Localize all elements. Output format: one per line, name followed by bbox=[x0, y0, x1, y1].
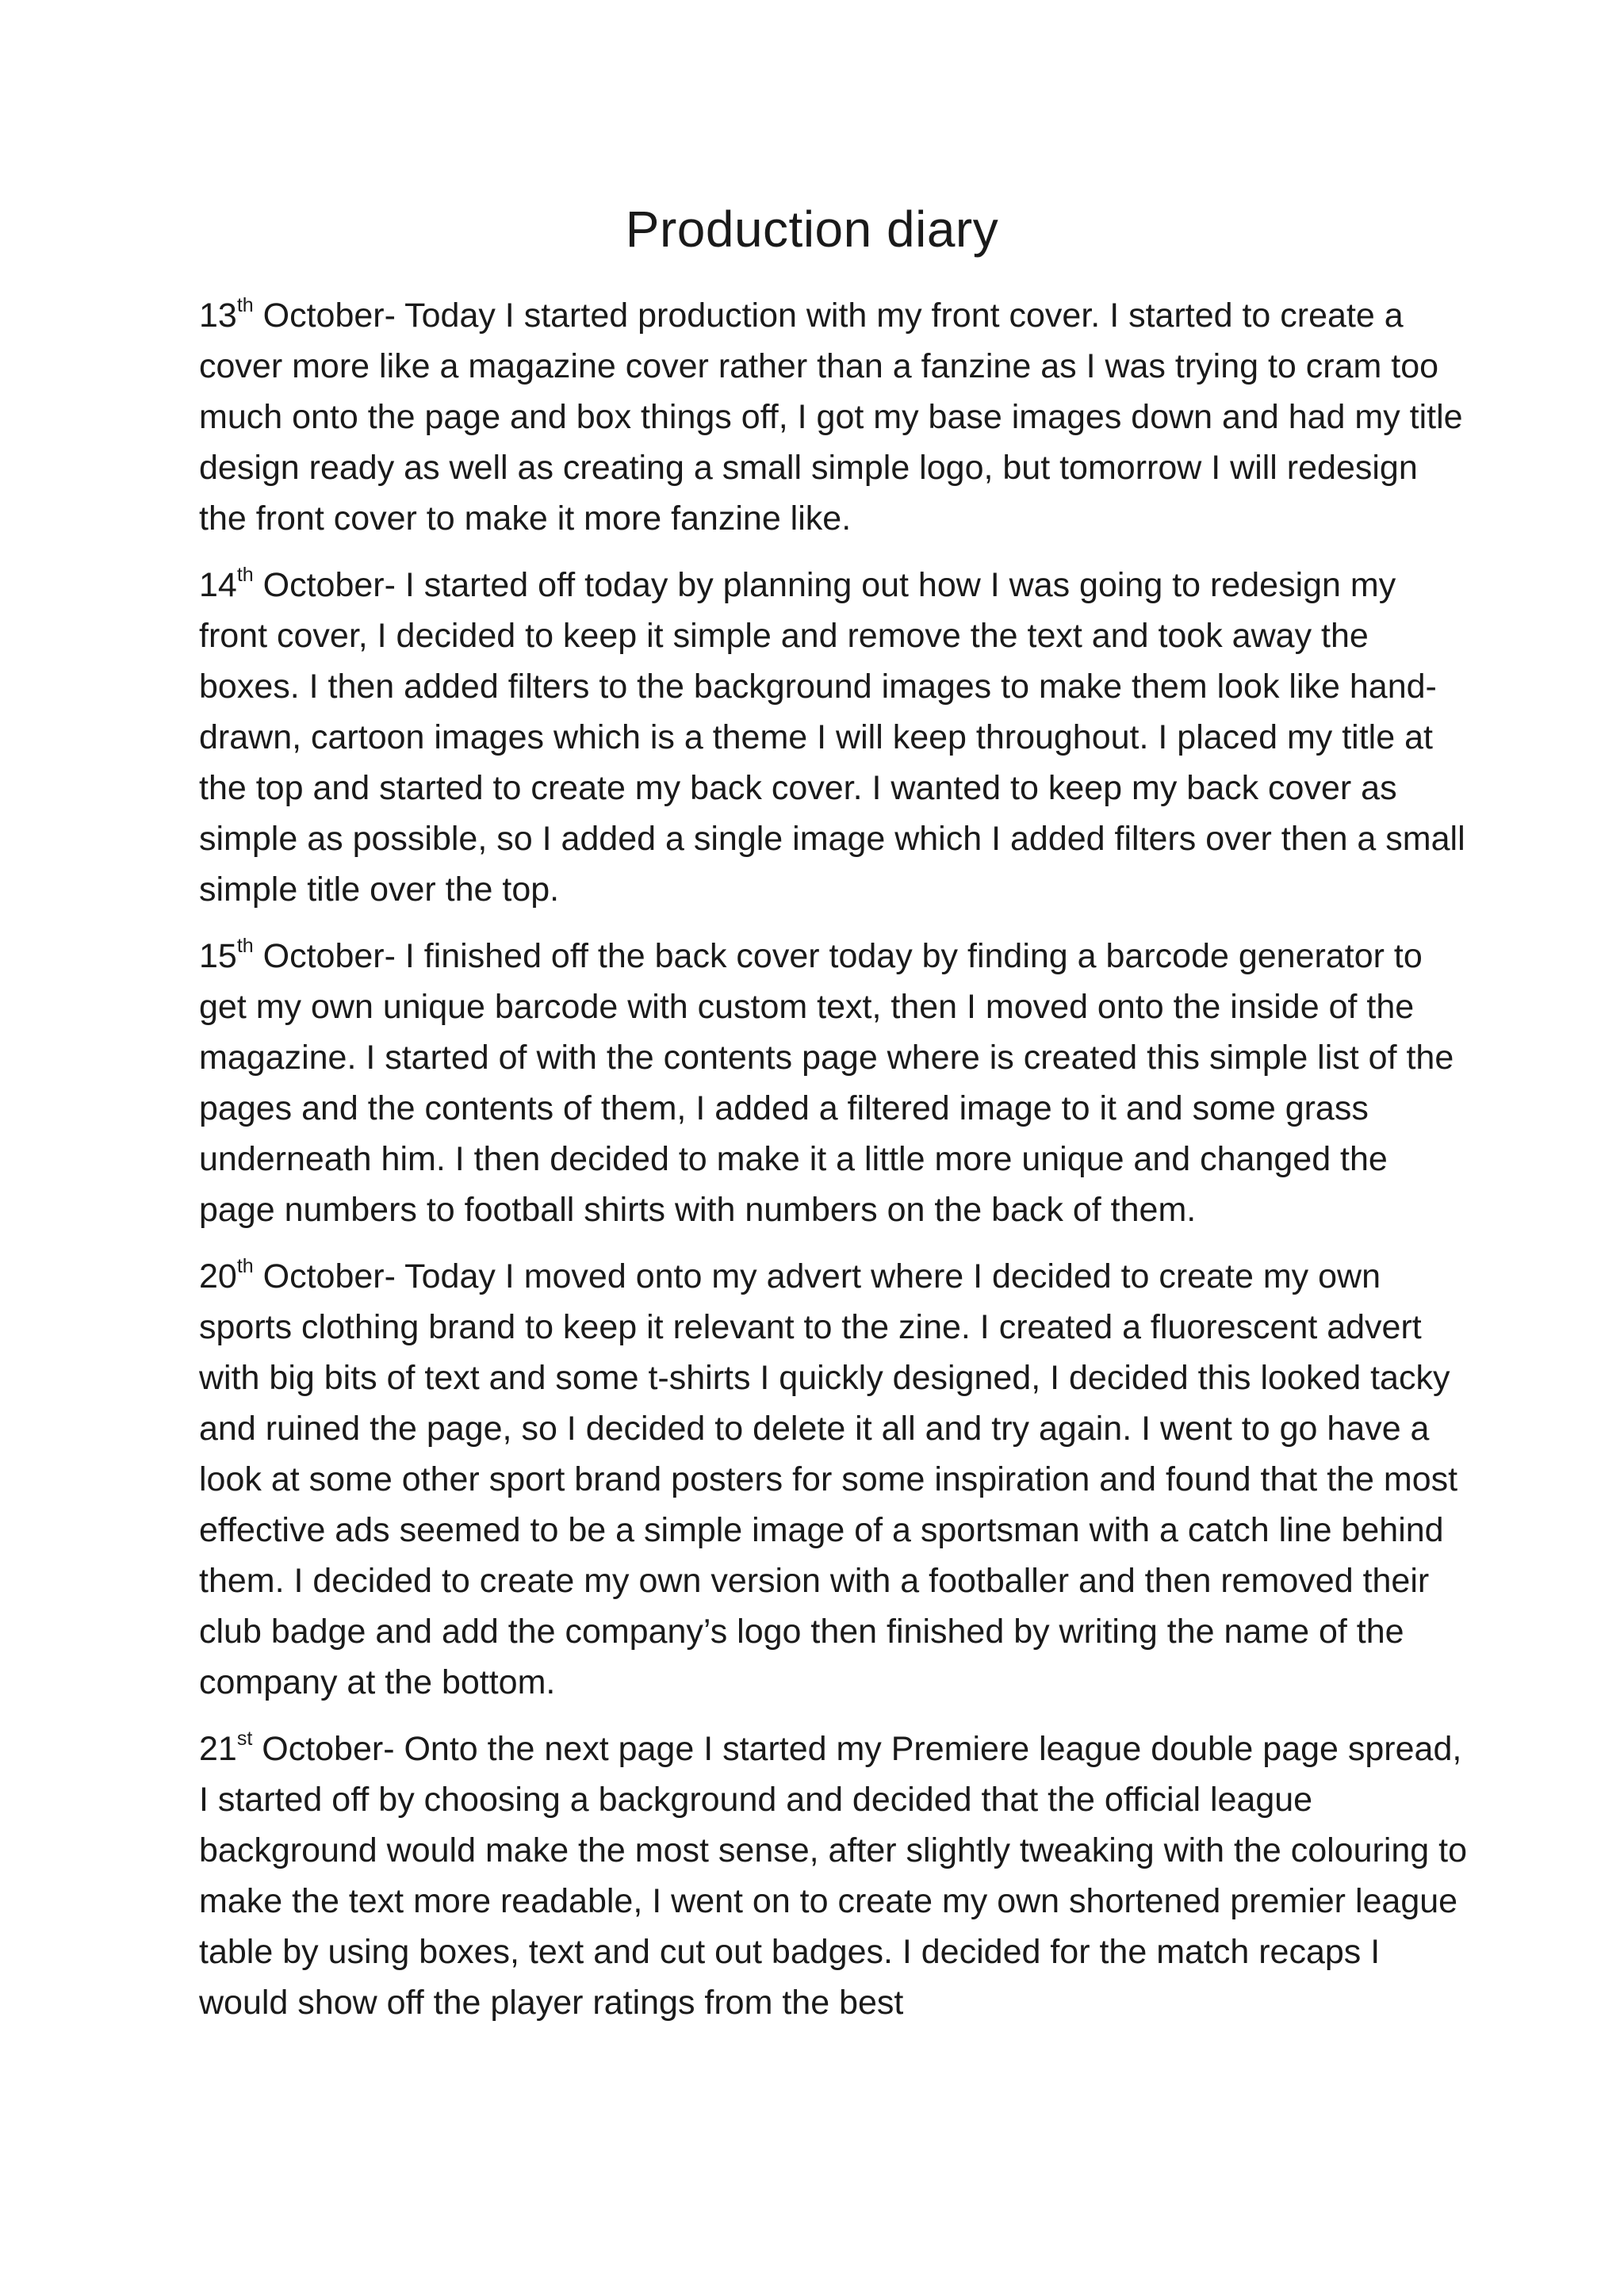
entry-day: 13 bbox=[199, 297, 237, 335]
document-title: Production diary bbox=[625, 201, 999, 258]
entry-text: Onto the next page I started my Premiere league double page spread, I started off by choosing a background and decided that the official league background would make the most sense, after slightly tweaking with the colouring to make the text more readable, I went on to create my own shortened premier league table by using boxes, text and cut out badges. I decided for the match recaps I would show off the player ratings from the best bbox=[199, 1730, 1468, 2022]
diary-entry-13-october bbox=[199, 290, 1468, 544]
diary-entry-20-october bbox=[199, 1251, 1468, 1708]
entry-text: I started off today by planning out how I was going to redesign my front cover, I decided to keep it simple and remove the text and took away the boxes. I then added filters to the background images to make them look like hand-drawn, cartoon images which is a theme I will keep throughout. I placed my title at the top and started to create my back cover. I wanted to keep my back cover as simple as possible, so I added a single image which I added filters over then a small simple title over the top. bbox=[199, 566, 1465, 909]
diary-entry-21-october bbox=[199, 1724, 1468, 2028]
entry-ordinal-suffix: th bbox=[236, 563, 254, 586]
entry-ordinal-suffix: th bbox=[236, 293, 254, 316]
entry-ordinal-suffix: th bbox=[236, 1254, 254, 1277]
entry-month-label: October- bbox=[253, 937, 405, 975]
entry-day: 20 bbox=[199, 1257, 237, 1295]
entry-month-label: October- bbox=[253, 1257, 405, 1295]
diary-body bbox=[199, 290, 1468, 2044]
entry-ordinal-suffix: st bbox=[236, 1727, 253, 1750]
entry-month-label: October- bbox=[252, 1730, 404, 1768]
entry-text: I finished off the back cover today by finding a barcode generator to get my own unique barcode with custom text, then I moved onto the inside of the magazine. I started of with the contents page where is created this simple list of the pages and the contents of them, I added a filtered image to it and some grass underneath him. I then decided to make it a little more unique and changed the page numbers to football shirts with numbers on the back of them. bbox=[199, 937, 1454, 1229]
entry-day: 15 bbox=[199, 937, 237, 975]
entry-text: Today I moved onto my advert where I decided to create my own sports clothing brand to keep it relevant to the zine. I created a fluorescent advert with big bits of text and some t-shirts I quickly designed, I decided this looked tacky and ruined the page, so I decided to delete it all and try again. I went to go have a look at some other sport brand posters for some inspiration and found that the most effective ads seemed to be a simple image of a sportsman with a catch line behind them. I decided to create my own version with a footballer and then removed their club badge and add the company’s logo then finished by writing the name of the company at the bottom. bbox=[199, 1257, 1458, 1701]
diary-entry-15-october bbox=[199, 931, 1468, 1235]
entry-day: 21 bbox=[199, 1730, 237, 1768]
entry-month-label: October- bbox=[253, 566, 405, 604]
entry-ordinal-suffix: th bbox=[236, 934, 254, 957]
diary-entry-14-october bbox=[199, 560, 1468, 915]
entry-day: 14 bbox=[199, 566, 237, 604]
entry-text: Today I started production with my front cover. I started to create a cover more like a magazine cover rather than a fanzine as I was trying to cram too much onto the page and box things off, I got my base images down and had my title design ready as well as creating a small simple logo, but tomorrow I will redesign the front cover to make it more fanzine like. bbox=[199, 297, 1463, 538]
entry-month-label: October- bbox=[253, 297, 405, 335]
